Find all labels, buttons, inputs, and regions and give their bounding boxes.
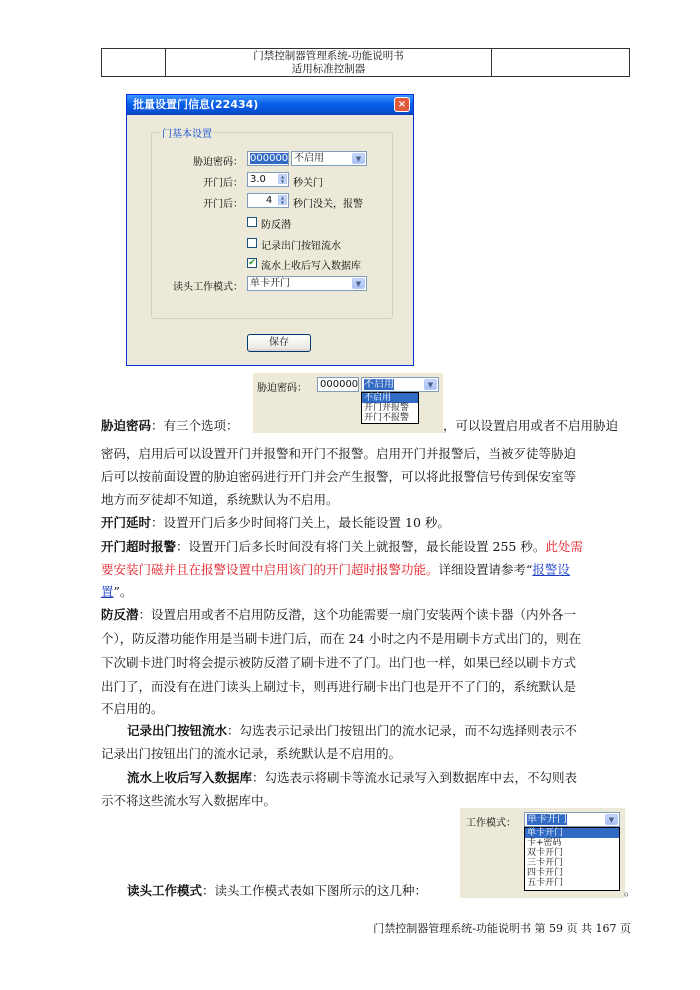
upl-para-line1: 流水上收后写入数据库：勾选表示将刷卡等流水记录写入到数据库中去，不勾则表 [127,770,578,785]
option-item[interactable]: 单卡开门 [525,828,619,838]
header-line2: 适用标准控制器 [291,63,366,75]
option-item[interactable]: 开门不报警 [364,413,410,423]
check-icon: ✔ [248,258,256,268]
anti-para-line5: 不启用的。 [101,701,164,716]
delay-para: 开门延时：设置开门后多少时间将门关上，最长能设置 10 秒。 [101,515,450,530]
option-item[interactable]: 四卡开门 [527,868,564,878]
duress-para-line3: 后可以按前面设置的胁迫密码进行开门并会产生报警，可以将此报警信号传到保安室等 [101,469,577,484]
duress-para-line1b: ，可以设置启用或者不启用胁迫 [443,418,619,433]
record-exit-button-label: 记录出门按钮流水 [261,241,341,252]
spin-icon[interactable]: ▲ ▼ [278,174,287,185]
duress-password-input[interactable]: 000000 [247,151,289,166]
reader-mode-label: 读头工作模式： [173,282,243,293]
rec-para-line2: 记录出门按钮出门的流水记录，系统默认是不启用的。 [101,746,402,761]
anti-para-line4: 出门了，而没有在进门读头上刷过卡，则再进行刷卡出门也是开不了门的，系统默认是 [101,679,577,694]
upl-para-line2: 示不将这些流水写入数据库中。 [101,793,277,808]
mode-para: 读头工作模式：读头工作模式表如下图所示的这几种： [127,883,428,898]
chevron-down-icon[interactable]: ▼ [605,814,618,825]
option-item[interactable]: 不启用 [362,393,418,403]
chevron-down-icon[interactable]: ▼ [424,379,437,390]
batch-door-settings-dialog [126,94,414,366]
upload-to-db-label: 流水上收后写入数据库 [261,261,361,272]
duress-para-line1: 胁迫密码：有三个选项： [101,418,239,433]
anti-para-line1: 防反潜：设置启用或者不启用防反潜，这个功能需要一扇门安装两个读卡器（内外各一 [101,607,577,622]
overtime-unit: 秒门没关，报警 [293,199,363,210]
chevron-down-icon[interactable]: ▼ [352,278,365,289]
open-delay-unit: 秒关门 [293,178,323,189]
antipassback-checkbox[interactable] [247,217,257,227]
overtime-para-line3: 置”。 [101,584,133,599]
overtime-stepper[interactable]: 4 ▲ ▼ [247,193,289,208]
header-line1: 门禁控制器管理系统-功能说明书 [253,50,404,62]
header-title [166,50,491,76]
duress-option-select[interactable]: 不启用 ▼ [291,151,367,166]
work-mode-dropdown-snippet [460,808,625,898]
snippet-duress-options [361,392,419,424]
duress-password-label: 胁迫密码： [193,157,243,168]
open-delay-stepper[interactable]: 3.0 ▲ ▼ [247,172,289,187]
page-header [101,48,630,77]
alarm-settings-link-cont[interactable]: 置 [101,584,114,599]
anti-para-line2: 个），防反潜功能作用是当刷卡进门后，而在 24 小时之内不是用刷卡方式出门的，则在 [101,631,582,646]
option-item[interactable]: 卡+密码 [527,838,562,848]
mode-para-end: 。 [624,883,637,898]
overtime-label: 开门后： [203,199,243,210]
duress-para-line2: 密码，启用后可以设置开门并报警和开门不报警。启用开门并报警后，当被歹徒等胁迫 [101,446,577,461]
upload-to-db-checkbox[interactable] [247,258,257,268]
spin-icon[interactable]: ▲ ▼ [278,195,287,206]
header-cell-left [102,49,166,76]
page-footer: 门禁控制器管理系统-功能说明书 第 59 页 共 167 页 [373,922,631,935]
snippet-duress-select[interactable]: 不启用 ▼ [361,377,439,392]
overtime-para-line2: 要安装门磁并且在报警设置中启用该门的开门超时报警功能。详细设置请参考“报警设 [101,562,570,577]
dialog-title: 批量设置门信息(22434) [127,95,413,115]
duress-dropdown-snippet [253,373,443,433]
snippet-mode-select[interactable]: 单卡开门 ▼ [524,812,620,827]
option-item[interactable]: 双卡开门 [527,848,564,858]
snippet-duress-label: 胁迫密码： [257,383,307,394]
open-delay-label: 开门后： [203,178,243,189]
antipassback-label: 防反潜 [261,220,291,231]
alarm-settings-link[interactable]: 报警设 [532,562,570,577]
snippet-mode-label: 工作模式： [466,818,516,829]
header-cell-right [491,49,629,76]
duress-para-line4: 地方而歹徒却不知道，系统默认为不启用。 [101,492,339,507]
record-exit-button-checkbox[interactable] [247,238,257,248]
save-button[interactable]: 保存 [247,334,311,352]
close-icon[interactable]: × [394,97,410,112]
option-item[interactable]: 三卡开门 [527,858,564,868]
anti-para-line3: 下次刷卡进门时将会提示被防反潜了刷卡进不了门。出门也一样，如果已经以刷卡方式 [101,655,577,670]
option-item[interactable]: 开门并报警 [364,403,410,413]
reader-mode-select[interactable]: 单卡开门 ▼ [247,276,367,291]
snippet-mode-options [524,827,620,891]
snippet-duress-input[interactable]: 000000 [317,377,359,392]
option-item[interactable]: 五卡开门 [527,878,564,888]
rec-para-line1: 记录出门按钮流水：勾选表示记录出门按钮出门的流水记录，而不勾选择则表示不 [127,723,578,738]
overtime-para-line1: 开门超时报警：设置开门后多长时间没有将门关上就报警，最长能设置 255 秒。此处需 [101,539,583,554]
chevron-down-icon[interactable]: ▼ [352,153,365,164]
group-legend: 门基本设置 [160,125,214,140]
